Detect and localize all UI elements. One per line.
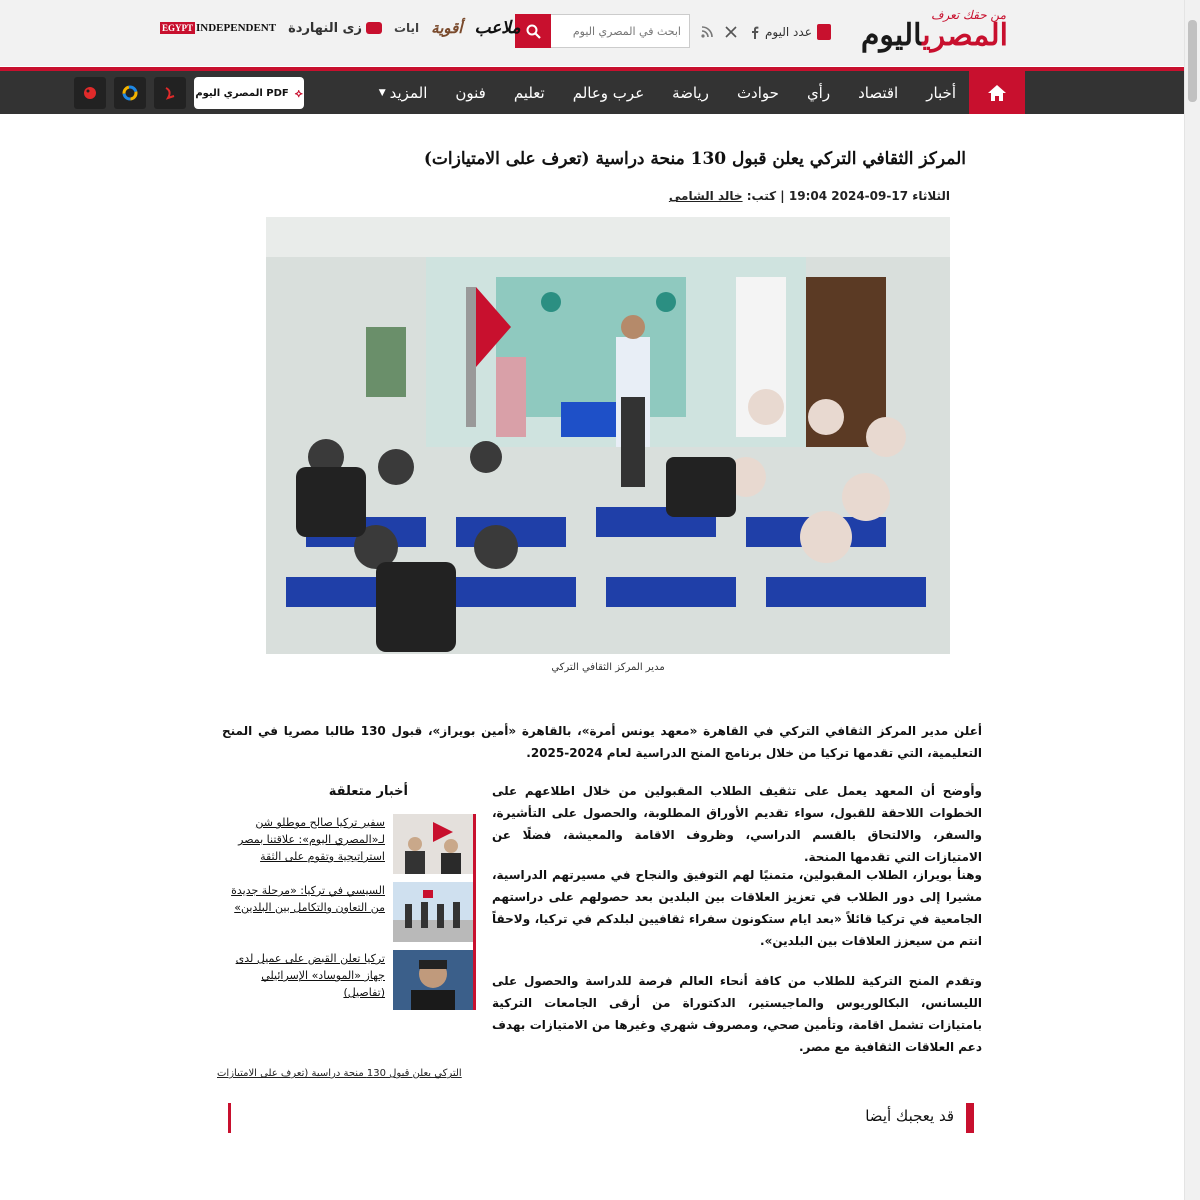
conference-photo-illustration bbox=[266, 217, 950, 654]
article-paragraph-2: وأوضح أن المعهد يعمل على تثقيف الطلاب المقبولين من خلال اطلاعهم على الخطوات اللاحقة للقبول، سواء تقديم الأوراق المطلوبة، والحصول على التأشيرة، والسفر، والالتحاق بالقسم الدراسي، وظروف الاقامة والمعيشة، فضلًا عن الامتيازات التي تقدمها المنحة. bbox=[492, 784, 982, 864]
egypt-independent-link[interactable] bbox=[160, 22, 276, 34]
chat-bubble-icon bbox=[366, 22, 382, 34]
related-news-item[interactable] bbox=[228, 814, 473, 874]
nav-right-tools bbox=[74, 77, 304, 109]
newspaper-icon bbox=[817, 24, 831, 40]
logo-tagline: من حقك تعرف bbox=[931, 8, 1006, 22]
article-paragraph-1: أعلن مدير المركز الثقافي التركي في القاهرة «معهد يونس أمرة»، بالقاهرة «أمين بويراز»، قبول 130 طالبا مصريا في المنح التعليمية، التي تقدمها تركيا من خلال برنامج المنح الدراسية لعام 2024-2025. bbox=[222, 724, 983, 760]
site-logo[interactable] bbox=[828, 8, 1008, 58]
article-paragraph-4: وتقدم المنح التركية للطلاب من كافة أنحاء العالم فرصة للدراسة والحصول على الليسانس، البكالوريوس والماجيستير، الدكتوراة من أرقى الجامعات التركية بامتيازات تشمل اقامة، وتأمين صحي، ومصروف شهري وغيرها من الامتيازات بهدف دعم العلاقات الثقافية مع مصر. bbox=[492, 974, 982, 1054]
nav-item-economy[interactable]: اقتصاد bbox=[858, 83, 899, 102]
nav-more-label: المزيد bbox=[389, 83, 428, 102]
article-author-link[interactable]: خالد الشامى bbox=[668, 189, 743, 203]
article-tag-link[interactable]: التركي يعلن قبول 130 منحة دراسية (تعرف على الامتيازات bbox=[217, 1068, 462, 1079]
related-thumbnail[interactable] bbox=[393, 950, 473, 1010]
home-icon bbox=[987, 84, 1007, 102]
search-input[interactable] bbox=[550, 14, 690, 48]
chevron-down-icon: ▼ bbox=[378, 87, 386, 98]
nav-item-world[interactable]: عرب وعالم bbox=[572, 83, 645, 102]
app-icon-color[interactable] bbox=[114, 77, 146, 109]
related-thumbnail[interactable] bbox=[393, 814, 473, 874]
related-news bbox=[228, 784, 476, 1018]
main-nav bbox=[0, 67, 1184, 114]
related-news-title: أخبار متعلقة bbox=[328, 784, 408, 799]
zay-elnaharda-label: زى النهاردة bbox=[288, 20, 362, 36]
pdf-icon: ⟡ bbox=[294, 85, 303, 100]
facebook-icon[interactable] bbox=[748, 26, 762, 43]
may-like-title: قد يعجبك أيضا bbox=[865, 1107, 954, 1125]
nav-item-accidents[interactable]: حوادث bbox=[736, 83, 779, 102]
zay-elnaharda-link[interactable] bbox=[288, 21, 382, 36]
related-thumbnail[interactable] bbox=[393, 882, 473, 942]
related-news-item[interactable] bbox=[228, 950, 473, 1010]
home-button[interactable] bbox=[969, 71, 1025, 114]
partner-brands bbox=[160, 18, 521, 38]
article-title: المركز الثقافي التركي يعلن قبول 130 منحة دراسية (تعرف على الامتيازات) bbox=[423, 149, 966, 169]
nav-item-news[interactable]: أخبار bbox=[926, 83, 956, 102]
page-scrollbar[interactable] bbox=[1184, 0, 1200, 1200]
nav-item-more[interactable] bbox=[379, 84, 428, 102]
article-date: الثلاثاء 17-09-2024 19:04 | كتب: bbox=[746, 189, 950, 203]
may-like-section bbox=[228, 1103, 974, 1133]
x-icon[interactable] bbox=[724, 26, 738, 43]
related-news-item[interactable] bbox=[228, 882, 473, 942]
logo-part2: اليوم bbox=[860, 18, 923, 53]
logo-part1: المصري bbox=[922, 18, 1008, 53]
ayat-link[interactable]: ايات bbox=[393, 21, 420, 35]
search-icon bbox=[526, 24, 541, 39]
article-paragraph-3: وهنأ بويراز، الطلاب المقبولين، متمنيًا لهم التوفيق والنجاح في مسيرتهم الدراسية، مشيرا إلى دور الطلاب في تعزيز العلاقات بين البلدين بعد حصولهم على دراستهم الجامعية في تركيا قائلاً «بعد ايام ستكونون سفراء ثقافيين لبلدكم في تركيا، ولاحقاً انتم من سيعزز العلاقات بين البلدين». bbox=[492, 868, 982, 948]
aqfeh-link[interactable]: أقوية bbox=[431, 19, 463, 37]
article-photo bbox=[266, 217, 950, 654]
rss-icon[interactable] bbox=[700, 26, 714, 43]
egypt-independent-name: INDEPENDENT bbox=[196, 22, 277, 34]
social-links bbox=[700, 26, 762, 43]
app-icon-logo[interactable] bbox=[154, 77, 186, 109]
related-news-list bbox=[228, 814, 476, 1010]
nav-item-arts[interactable]: فنون bbox=[455, 83, 486, 102]
nav-item-sports[interactable]: رياضة bbox=[672, 83, 709, 102]
nav-item-opinion[interactable]: رأي bbox=[806, 83, 831, 102]
pdf-edition-label: المصري اليوم PDF bbox=[195, 87, 289, 99]
photo-caption: مدير المركز الثقافي التركي bbox=[551, 662, 665, 673]
nav-menu bbox=[379, 71, 956, 114]
logo-text bbox=[861, 18, 1008, 53]
related-headline[interactable]: تركيا تعلن القبض على عميل لدى جهاز «الموساد» الإسرائيلي (تفاصيل) bbox=[235, 952, 385, 999]
related-headline[interactable]: سفير تركيا صالح موطلو شن لـ«المصري اليوم»: علاقتنا بمصر استراتيجية وتقوم على الثقة bbox=[238, 816, 385, 863]
pdf-edition-button[interactable] bbox=[194, 77, 304, 109]
scrollbar-thumb[interactable] bbox=[1188, 20, 1197, 102]
related-headline[interactable]: السيسي في تركيا: «مرحلة جديدة من التعاون والتكامل بين البلدين» bbox=[231, 884, 385, 914]
todays-edition-label: عدد اليوم bbox=[765, 25, 812, 39]
malaeb-link[interactable]: ملاعب bbox=[474, 18, 521, 38]
egypt-independent-badge: EGYPT bbox=[162, 23, 194, 33]
top-header bbox=[0, 0, 1184, 66]
article-meta bbox=[669, 189, 950, 203]
nav-item-education[interactable]: تعليم bbox=[513, 83, 545, 102]
app-icon-red[interactable] bbox=[74, 77, 106, 109]
todays-edition-link[interactable] bbox=[765, 24, 831, 40]
